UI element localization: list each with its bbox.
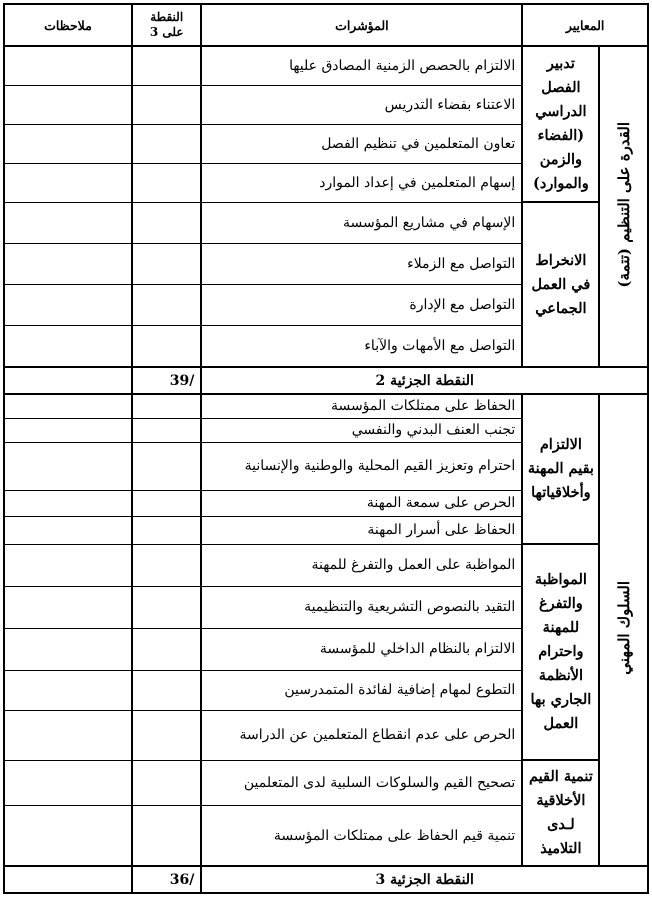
header-points-line1: النقطة [150, 10, 184, 24]
notes-cell[interactable] [4, 418, 132, 442]
points-cell[interactable] [132, 418, 201, 442]
points-cell[interactable] [132, 806, 201, 866]
points-cell[interactable] [132, 202, 201, 243]
indicator-cell: التواصل مع الإدارة [201, 284, 522, 325]
notes-cell[interactable] [4, 710, 132, 760]
points-cell[interactable] [132, 46, 201, 85]
axis-label: السلوك المهني [614, 581, 633, 675]
indicator-cell: الحفاظ على أسرار المهنة [201, 516, 522, 544]
indicator-cell: إسهام المتعلمين في إعداد الموارد [201, 163, 522, 202]
table-row [4, 46, 648, 85]
header-points [132, 4, 201, 46]
indicator-cell: التواصل مع الزملاء [201, 243, 522, 284]
points-cell[interactable] [132, 586, 201, 628]
points-cell[interactable] [132, 710, 201, 760]
table-row [4, 394, 648, 418]
notes-cell[interactable] [4, 284, 132, 325]
notes-cell[interactable] [4, 325, 132, 367]
indicator-cell: الاعتناء بفضاء التدريس [201, 85, 522, 124]
table-row [4, 544, 648, 586]
notes-cell[interactable] [4, 124, 132, 163]
indicator-cell: تعاون المتعلمين في تنظيم الفصل [201, 124, 522, 163]
subtotal-notes-cell[interactable] [4, 367, 132, 394]
points-cell[interactable] [132, 163, 201, 202]
notes-cell[interactable] [4, 46, 132, 85]
indicator-cell: الالتزام بالحصص الزمنية المصادق عليها [201, 46, 522, 85]
table-row [4, 760, 648, 806]
points-cell[interactable] [132, 760, 201, 806]
header-criteria: المعايير [522, 4, 648, 46]
header-row [4, 4, 648, 46]
indicator-cell: الحفاظ على ممتلكات المؤسسة [201, 394, 522, 418]
notes-cell[interactable] [4, 586, 132, 628]
indicator-cell: التواصل مع الأمهات والآباء [201, 325, 522, 367]
points-cell[interactable] [132, 544, 201, 586]
points-cell[interactable] [132, 516, 201, 544]
subtotal-row [4, 866, 648, 893]
subtotal-score: /36 [132, 866, 201, 893]
points-cell[interactable] [132, 325, 201, 367]
points-cell[interactable] [132, 243, 201, 284]
criterion-cell: الالتزام بقيم المهنة وأخلاقياتها [522, 394, 599, 544]
notes-cell[interactable] [4, 806, 132, 866]
header-notes: ملاحظات [4, 4, 132, 46]
indicator-cell: التطوع لمهام إضافية لفائدة المتمدرسين [201, 670, 522, 710]
notes-cell[interactable] [4, 628, 132, 670]
axis-cell [599, 394, 648, 866]
subtotal-notes-cell[interactable] [4, 866, 132, 893]
points-cell[interactable] [132, 85, 201, 124]
notes-cell[interactable] [4, 670, 132, 710]
header-points-line2: على 3 [149, 25, 184, 39]
notes-cell[interactable] [4, 516, 132, 544]
axis-cell [599, 46, 648, 367]
points-cell[interactable] [132, 284, 201, 325]
indicator-cell: الالتزام بالنظام الداخلي للمؤسسة [201, 628, 522, 670]
subtotal-row [4, 367, 648, 394]
indicator-cell: المواظبة على العمل والتفرغ للمهنة [201, 544, 522, 586]
points-cell[interactable] [132, 670, 201, 710]
points-cell[interactable] [132, 124, 201, 163]
criterion-cell: المواظبة والتفرغ للمهنة واحترام الأنظمة الجاري بها العمل [522, 544, 599, 760]
indicator-cell: الإسهام في مشاريع المؤسسة [201, 202, 522, 243]
points-cell[interactable] [132, 442, 201, 490]
header-indicators: المؤشرات [201, 4, 522, 46]
criterion-cell: تدبير الفصل الدراسي (الفضاء والزمن والموارد) [522, 46, 599, 202]
notes-cell[interactable] [4, 490, 132, 516]
evaluation-table [3, 3, 649, 894]
notes-cell[interactable] [4, 394, 132, 418]
criterion-cell: تنمية القيم الأخلاقية لـدى التلاميذ [522, 760, 599, 866]
indicator-cell: تنمية قيم الحفاظ على ممتلكات المؤسسة [201, 806, 522, 866]
notes-cell[interactable] [4, 202, 132, 243]
indicator-cell: تجنب العنف البدني والنفسي [201, 418, 522, 442]
indicator-cell: تصحيح القيم والسلوكات السلبية لدى المتعلمين [201, 760, 522, 806]
criterion-cell: الانخراط في العمل الجماعي [522, 202, 599, 367]
points-cell[interactable] [132, 628, 201, 670]
notes-cell[interactable] [4, 544, 132, 586]
notes-cell[interactable] [4, 163, 132, 202]
notes-cell[interactable] [4, 243, 132, 284]
subtotal-label: النقطة الجزئية 2 [201, 367, 648, 394]
indicator-cell: التقيد بالنصوص التشريعية والتنظيمية [201, 586, 522, 628]
indicator-cell: احترام وتعزيز القيم المحلية والوطنية والإنسانية [201, 442, 522, 490]
notes-cell[interactable] [4, 442, 132, 490]
axis-label: القدرة على التنظيم (تتمة) [614, 121, 633, 288]
notes-cell[interactable] [4, 85, 132, 124]
table-row [4, 202, 648, 243]
subtotal-score: /39 [132, 367, 201, 394]
points-cell[interactable] [132, 490, 201, 516]
indicator-cell: الحرص على سمعة المهنة [201, 490, 522, 516]
notes-cell[interactable] [4, 760, 132, 806]
points-cell[interactable] [132, 394, 201, 418]
subtotal-label: النقطة الجزئية 3 [201, 866, 648, 893]
indicator-cell: الحرص على عدم انقطاع المتعلمين عن الدراسة [201, 710, 522, 760]
